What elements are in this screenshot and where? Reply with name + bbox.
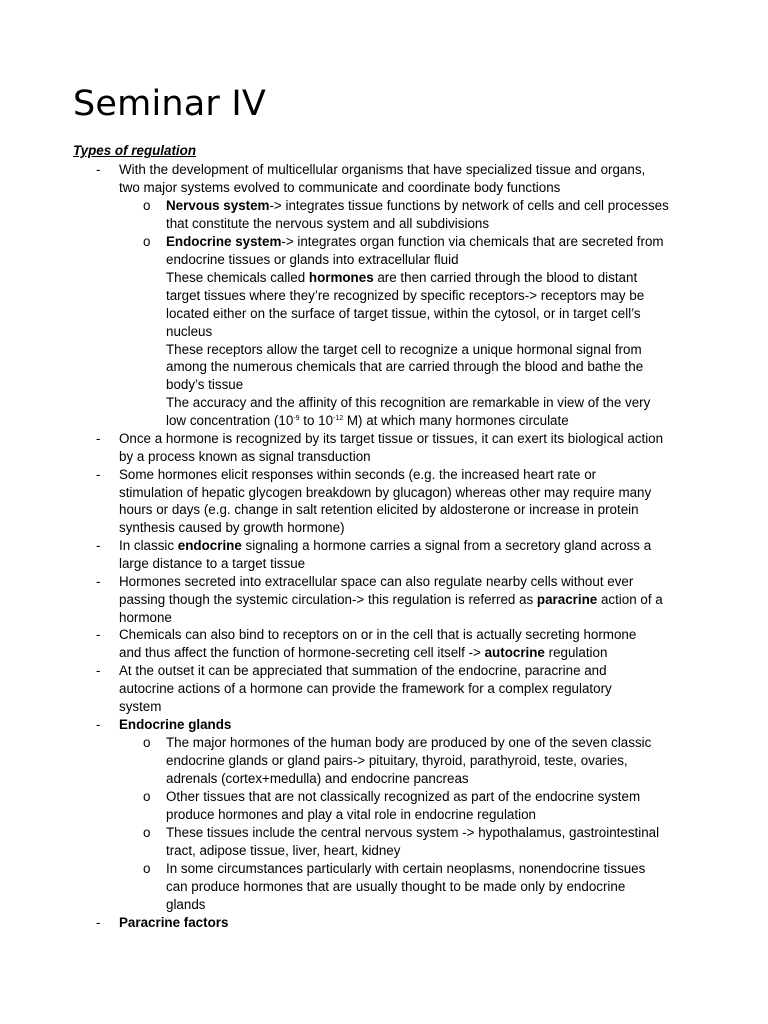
- text-line: adrenals (cortex+medulla) and endocrine pancreas: [166, 771, 469, 786]
- text-line: among the numerous chemicals that are carried through the blood and bathe the: [166, 359, 644, 374]
- text-line: These chemicals called hormones are then carried through the blood to distant: [166, 270, 638, 285]
- text-line: With the development of multicellular organisms that have specialized tissue and organs,: [119, 162, 646, 177]
- text-line: stimulation of hepatic glycogen breakdown by glucagon) whereas other may require many: [119, 485, 652, 500]
- text-line: These tissues include the central nervous system -> hypothalamus, gastrointestinal: [166, 825, 660, 840]
- dash-bullet: -: [96, 627, 101, 642]
- text-line: At the outset it can be appreciated that summation of the endocrine, paracrine and: [119, 663, 607, 678]
- text-line: target tissues where they’re recognized by specific receptors-> receptors may be: [166, 288, 645, 303]
- text-line: autocrine actions of a hormone can provide the framework for a complex regulatory: [119, 681, 612, 696]
- text-line: endocrine glands or gland pairs-> pituitary, thyroid, parathyroid, teste, ovaries,: [166, 753, 628, 768]
- text-line: hormone: [119, 610, 172, 625]
- text-line: Other tissues that are not classically recognized as part of the endocrine system: [166, 789, 641, 804]
- section-heading: Types of regulation: [73, 143, 197, 158]
- term-nervous-system: Nervous system: [166, 198, 270, 213]
- text-line: In classic endocrine signaling a hormone carries a signal from a secretory gland across a: [119, 538, 652, 553]
- text-line: endocrine tissues or glands into extracellular fluid: [166, 252, 459, 267]
- text-line: nucleus: [166, 324, 213, 339]
- circle-bullet: o: [143, 789, 151, 804]
- text-line: Endocrine system-> integrates organ function via chemicals that are secreted from: [166, 234, 664, 249]
- circle-bullet: o: [143, 825, 151, 840]
- text-line: These receptors allow the target cell to recognize a unique hormonal signal from: [166, 342, 642, 357]
- text-line: synthesis caused by growth hormone): [119, 520, 345, 535]
- text-line: passing though the systemic circulation-> this regulation is referred as paracrine action of a: [119, 592, 663, 607]
- text-line: located either on the surface of target tissue, within the cytosol, or in target cell’s: [166, 306, 641, 321]
- page-title: Seminar IV: [73, 84, 266, 124]
- text-line: by a process known as signal transduction: [119, 449, 371, 464]
- text-line: The accuracy and the affinity of this recognition are remarkable in view of the very: [166, 395, 651, 410]
- text-line: two major systems evolved to communicate and coordinate body functions: [119, 180, 561, 195]
- dash-bullet: -: [96, 574, 101, 589]
- term-hormones: hormones: [308, 270, 374, 285]
- exponent: -9: [293, 415, 300, 422]
- text-line: The major hormones of the human body are produced by one of the seven classic: [166, 735, 652, 750]
- dash-bullet: -: [96, 915, 101, 930]
- text-line: system: [119, 699, 162, 714]
- dash-bullet: -: [96, 663, 101, 678]
- exponent: -12: [333, 415, 344, 422]
- circle-bullet: o: [143, 735, 151, 750]
- dash-bullet: -: [96, 538, 101, 553]
- circle-bullet: o: [143, 861, 151, 876]
- text-line: that constitute the nervous system and all subdivisions: [166, 216, 490, 231]
- text-line: In some circumstances particularly with certain neoplasms, nonendocrine tissues: [166, 861, 646, 876]
- text-line: can produce hormones that are usually thought to be made only by endocrine: [166, 879, 626, 894]
- term-paracrine: paracrine: [536, 592, 598, 607]
- term-autocrine: autocrine: [484, 645, 545, 660]
- dash-bullet: -: [96, 162, 101, 177]
- term-endocrine: endocrine: [177, 538, 242, 553]
- text-line: hours or days (e.g. change in salt retention elicited by aldosterone or increase in protein: [119, 502, 639, 517]
- text-line: Nervous system-> integrates tissue functions by network of cells and cell processes: [166, 198, 669, 213]
- dash-bullet: -: [96, 717, 101, 732]
- subheading-paracrine-factors: Paracrine factors: [119, 915, 229, 930]
- text-line: Hormones secreted into extracellular space can also regulate nearby cells without ever: [119, 574, 634, 589]
- text-line: and thus affect the function of hormone-secreting cell itself -> autocrine regulation: [119, 645, 608, 660]
- text-line: large distance to a target tissue: [119, 556, 306, 571]
- text-line: glands: [166, 897, 206, 912]
- text-line: Once a hormone is recognized by its target tissue or tissues, it can exert its biological action: [119, 431, 664, 446]
- text-line: body’s tissue: [166, 377, 244, 392]
- text-line: Some hormones elicit responses within seconds (e.g. the increased heart rate or: [119, 467, 597, 482]
- text-line: produce hormones and play a vital role in endocrine regulation: [166, 807, 536, 822]
- text-line: tract, adipose tissue, liver, heart, kidney: [166, 843, 401, 858]
- circle-bullet: o: [143, 198, 151, 213]
- text-line: Chemicals can also bind to receptors on or in the cell that is actually secreting hormone: [119, 627, 637, 642]
- text-line: low concentration ($10^{-9}$ to $10^{-12}$ M) at which many hormones circulate: [166, 413, 569, 428]
- dash-bullet: -: [96, 431, 101, 446]
- dash-bullet: -: [96, 467, 101, 482]
- circle-bullet: o: [143, 234, 151, 249]
- subheading-endocrine-glands: Endocrine glands: [119, 717, 232, 732]
- term-endocrine-system: Endocrine system: [166, 234, 282, 249]
